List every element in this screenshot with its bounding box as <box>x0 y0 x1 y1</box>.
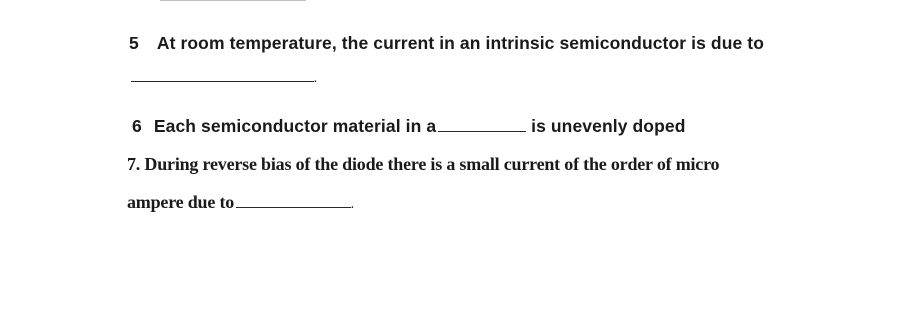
question-7 <box>127 154 719 175</box>
answer-blank[interactable] <box>438 130 526 132</box>
question-number: 5 <box>129 33 139 53</box>
question-text-cont: ampere due to <box>127 192 235 212</box>
question-7-continued <box>127 192 353 213</box>
question-6 <box>132 116 685 137</box>
question-text: During reverse bias of the diode there is a small current of the order of micro <box>144 154 720 174</box>
top-divider <box>160 0 306 1</box>
question-text-end: is unevenly doped <box>531 116 686 136</box>
question-number: 7. <box>127 154 141 174</box>
question-text: Each semiconductor material in a <box>153 116 437 136</box>
question-text-end: . <box>314 74 317 85</box>
question-5-answer-line <box>131 66 317 87</box>
question-number: 6 <box>132 116 142 136</box>
answer-blank[interactable] <box>131 80 314 82</box>
question-text: At room temperature, the current in an intrinsic semiconductor is due to <box>156 33 764 53</box>
question-text-end: . <box>351 200 354 211</box>
answer-blank[interactable] <box>236 206 351 208</box>
question-5 <box>129 33 764 54</box>
